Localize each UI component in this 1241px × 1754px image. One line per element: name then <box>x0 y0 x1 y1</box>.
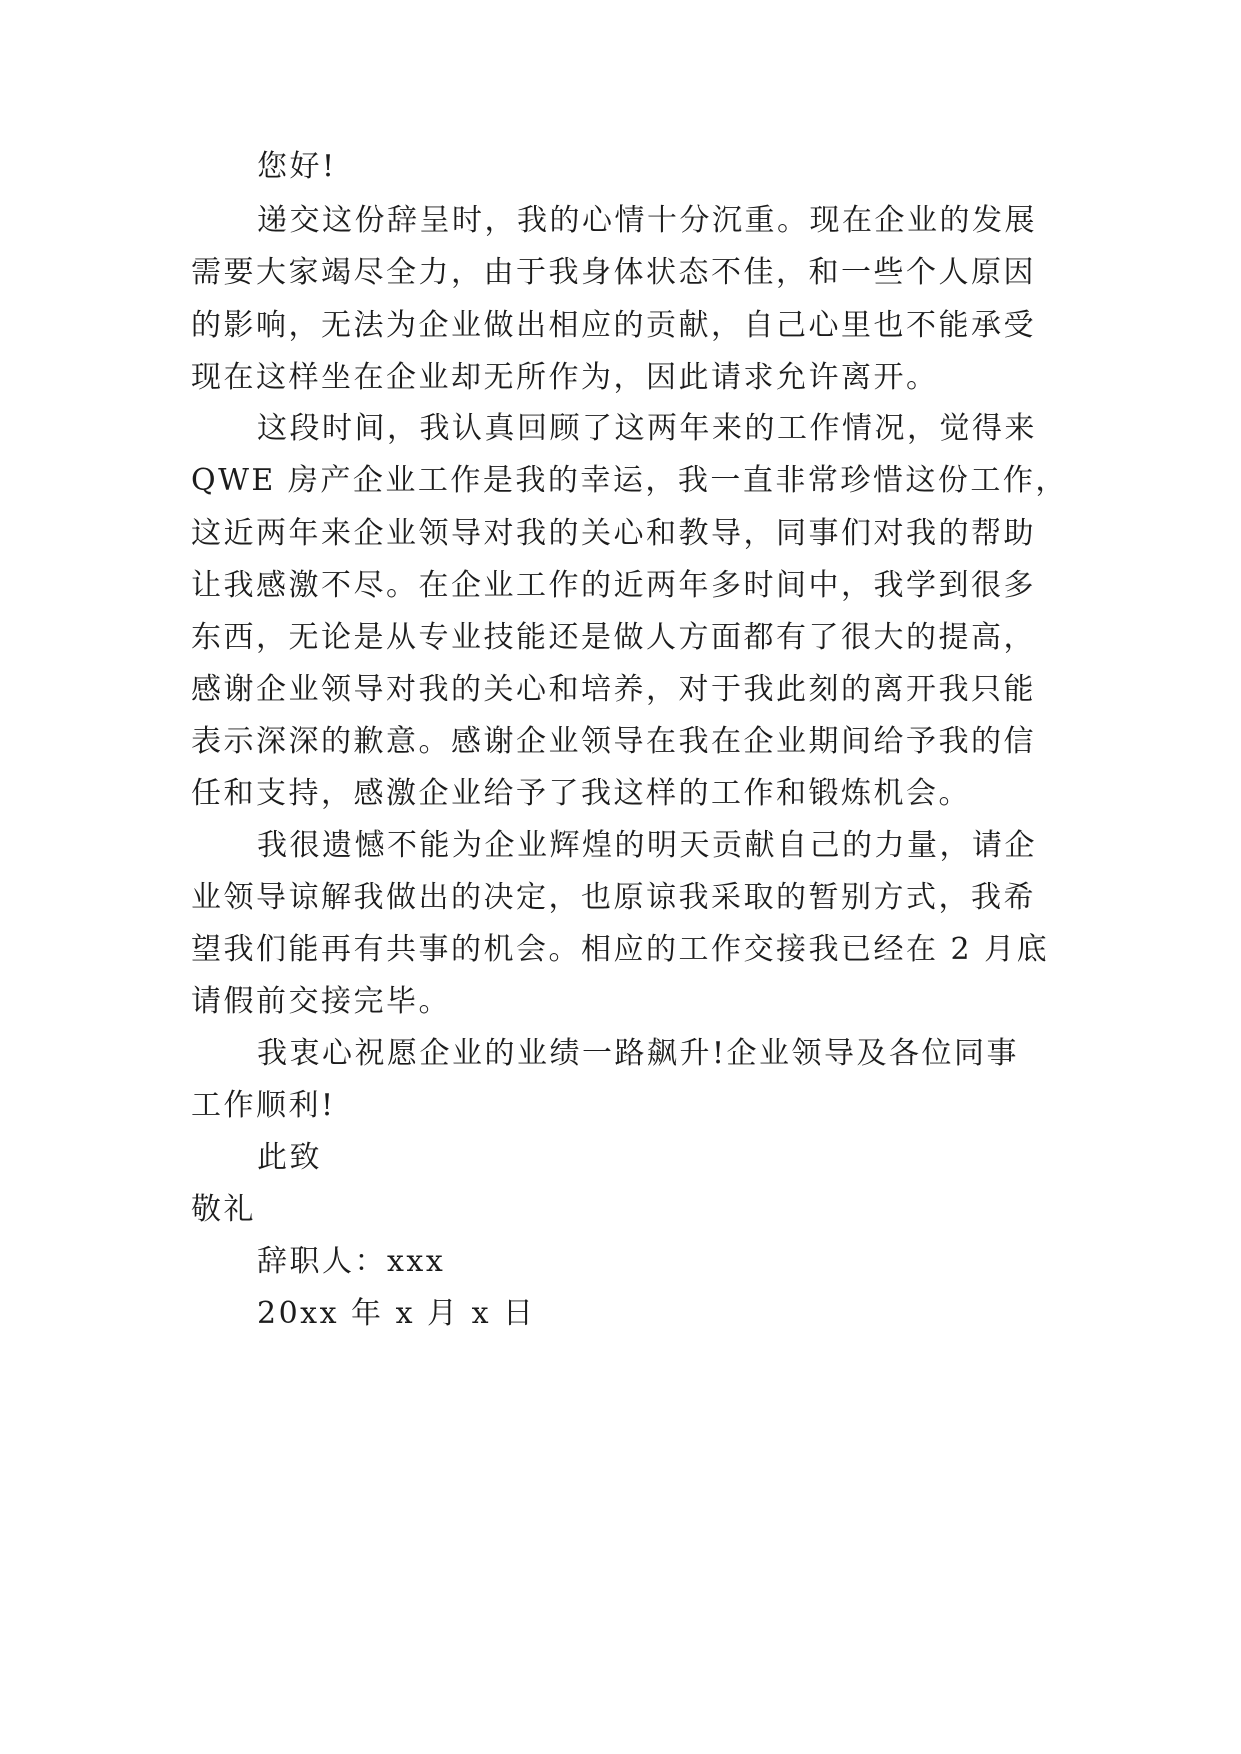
paragraph-1-line-3: 的影响，无法为企业做出相应的贡献，自己心里也不能承受 <box>191 308 1036 343</box>
paragraph-1-line-4: 现在这样坐在企业却无所作为，因此请求允许离开。 <box>191 360 939 395</box>
paragraph-4-line-2: 工作顺利! <box>191 1088 336 1123</box>
paragraph-3-line-1: 我很遗憾不能为企业辉煌的明天贡献自己的力量，请企 <box>257 828 1037 863</box>
paragraph-2-line-1: 这段时间，我认真回顾了这两年来的工作情况，觉得来 <box>257 411 1037 446</box>
paragraph-3-line-3: 望我们能再有共事的机会。相应的工作交接我已经在 2 月底 <box>191 932 1050 967</box>
paragraph-2-line-3: 这近两年来企业领导对我的关心和教导，同事们对我的帮助 <box>191 516 1036 551</box>
date: 20xx 年 x 月 x 日 <box>257 1296 536 1331</box>
paragraph-3-line-4: 请假前交接完毕。 <box>191 984 451 1019</box>
closing-jing-li: 敬礼 <box>191 1192 256 1227</box>
paragraph-1-line-2: 需要大家竭尽全力，由于我身体状态不佳，和一些个人原因 <box>191 255 1036 290</box>
paragraph-2-line-6: 感谢企业领导对我的关心和培养，对于我此刻的离开我只能 <box>191 672 1036 707</box>
paragraph-2-line-7: 表示深深的歉意。感谢企业领导在我在企业期间给予我的信 <box>191 724 1036 759</box>
paragraph-2-line-4: 让我感激不尽。在企业工作的近两年多时间中，我学到很多 <box>191 568 1036 603</box>
signature: 辞职人：xxx <box>257 1244 446 1279</box>
paragraph-1-line-1: 递交这份辞呈时，我的心情十分沉重。现在企业的发展 <box>257 203 1037 238</box>
paragraph-4-line-1: 我衷心祝愿企业的业绩一路飙升!企业领导及各位同事 <box>257 1036 1020 1071</box>
paragraph-2-line-2: QWE 房产企业工作是我的幸运，我一直非常珍惜这份工作， <box>191 463 1068 498</box>
paragraph-2-line-5: 东西，无论是从专业技能还是做人方面都有了很大的提高， <box>191 620 1036 655</box>
paragraph-2-line-8: 任和支持，感激企业给予了我这样的工作和锻炼机会。 <box>191 776 971 811</box>
paragraph-3-line-2: 业领导谅解我做出的决定，也原谅我采取的暂别方式，我希 <box>191 880 1036 915</box>
greeting: 您好! <box>257 149 337 184</box>
closing-ci-zhi: 此致 <box>257 1140 322 1175</box>
